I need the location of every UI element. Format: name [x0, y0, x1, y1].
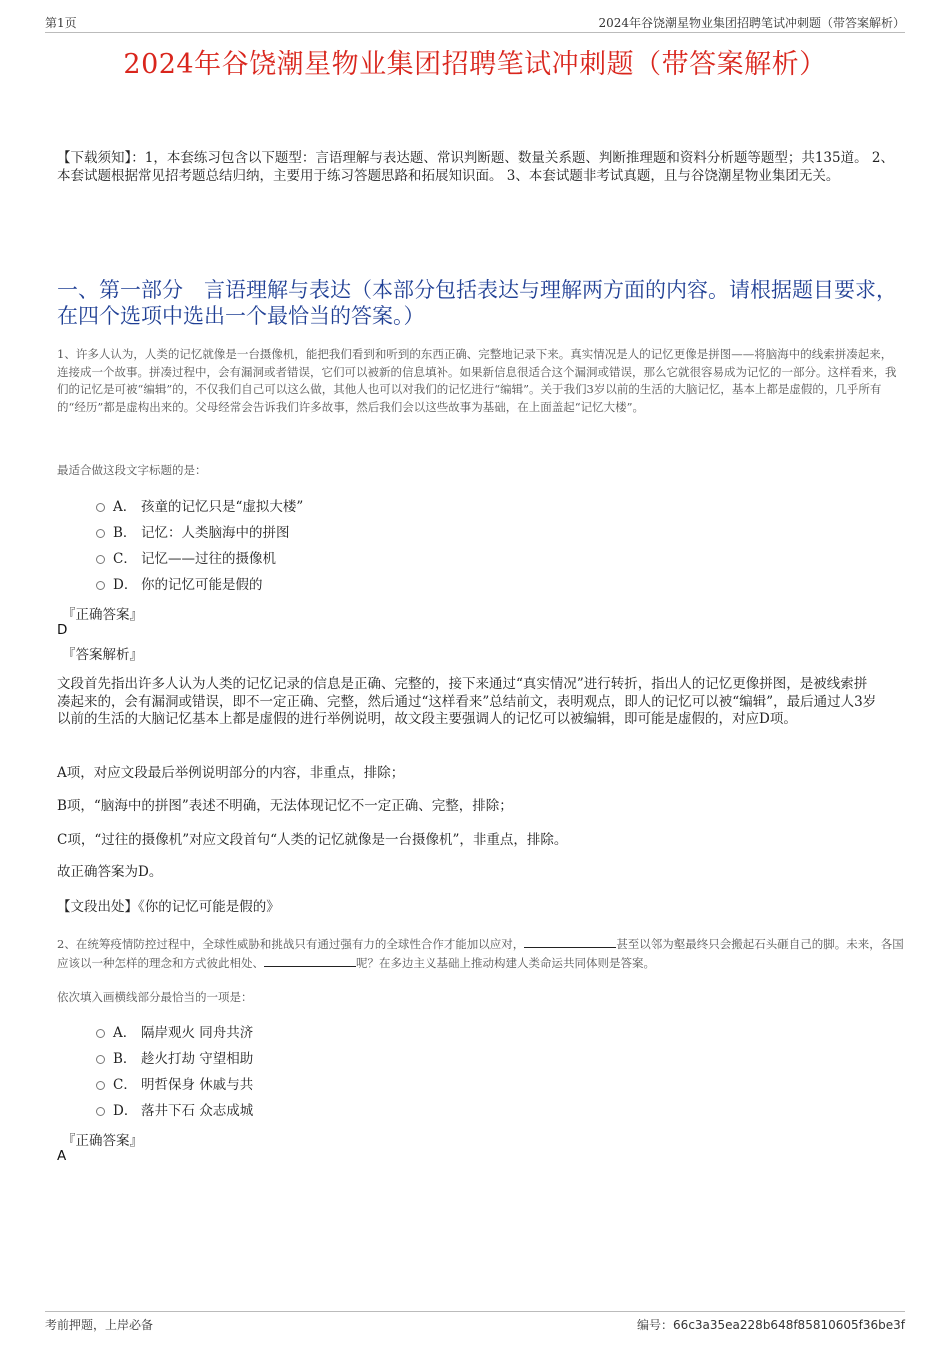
download-notice: 【下载须知】：1，本套练习包含以下题型：言语理解与表达题、常识判断题、数量关系题、判断推理题和资料分析题等题型；共135道。 2、本套试题根据常见招考题总结归纳，主要用于练习答题思路和拓展知识面。 3、本套试题非考试真题，且与谷饶潮星物业集团无关。: [57, 150, 894, 184]
option-text: 记忆——过往的摄像机: [141, 551, 276, 567]
radio-icon[interactable]: [96, 1107, 105, 1116]
option-text: 记忆：人类脑海中的拼图: [141, 525, 290, 541]
page-title: 2024年谷饶潮星物业集团招聘笔试冲刺题（带答案解析）: [123, 49, 827, 80]
radio-icon[interactable]: [96, 503, 105, 512]
serial-label: 编号：: [637, 1318, 674, 1332]
option-text: 趁火打劫 守望相助: [141, 1051, 254, 1067]
radio-icon[interactable]: [96, 1081, 105, 1090]
analysis-conclusion: 故正确答案为D。: [57, 864, 163, 880]
option-b[interactable]: [96, 1044, 253, 1070]
question-2-text-part1: 2、在统筹疫情防控过程中，全球性威胁和挑战只有通过强有力的全球性合作才能加以应对，: [57, 937, 525, 951]
serial-number: 66c3a35ea228b648f85810605f36be3f: [673, 1318, 905, 1332]
radio-icon[interactable]: [96, 581, 105, 590]
option-b[interactable]: [96, 518, 303, 544]
option-letter: A．: [113, 1025, 137, 1041]
correct-answer: A: [57, 1148, 67, 1164]
radio-icon[interactable]: [96, 1055, 105, 1064]
question-2-options: [96, 1018, 253, 1122]
fill-blank-1: [524, 935, 616, 948]
option-c[interactable]: [96, 544, 303, 570]
correct-answer: D: [57, 622, 68, 638]
option-c[interactable]: [96, 1070, 253, 1096]
question-2-text-part3: 呢？在多边主义基础上推动构建人类命运共同体则是答案。: [356, 955, 655, 970]
question-1-text: 1、许多人认为，人类的记忆就像是一台摄像机，能把我们看到和听到的东西正确、完整地记录下来。真实情况是人的记忆更像是拼图——将脑海中的线索拼凑起来，连接成一个故事。拼凑过程中，会有漏洞或者错误，它们可以被新的信息填补。如果新信息很适合这个漏洞或错误，那么它就很容易成为记忆的一部分。这样看来，我们的记忆是可被“编辑”的，不仅我们自己可以这么做，其他人也可以对我们的记忆进行“编辑”。关于我们3岁以前的生活的大脑记忆，基本上都是虚假的，几乎所有的“经历”都是虚构出来的。父母经常会告诉我们许多故事，然后我们会以这些故事为基础，在上面盖起“记忆大楼”。: [57, 347, 897, 414]
option-letter: A．: [113, 499, 137, 515]
page-number: 第1页: [45, 16, 77, 30]
radio-icon[interactable]: [96, 555, 105, 564]
option-d[interactable]: [96, 570, 303, 596]
option-text: 落井下石 众志成城: [141, 1103, 254, 1119]
option-letter: D．: [113, 577, 138, 593]
option-letter: B．: [113, 1051, 137, 1067]
page-footer: [45, 1311, 905, 1336]
question-2-text: [57, 935, 905, 972]
analysis-paragraph: 文段首先指出许多人认为人类的记忆记录的信息是正确、完整的，接下来通过“真实情况”进行转折，指出人的记忆更像拼图，是被线索拼凑起来的，会有漏洞或错误，即不一定正确、完整，然后通过“这样看来”总结前文，表明观点，即人的记忆可以被“编辑”，最后通过人3岁以前的生活的大脑记忆基本上都是虚假的进行举例说明，故文段主要强调人的记忆可以被编辑，即可能是虚假的，对应D项。: [57, 676, 877, 727]
option-text: 隔岸观火 同舟共济: [141, 1025, 254, 1041]
analysis-source: 【文段出处】《你的记忆可能是假的》: [57, 899, 280, 915]
analysis-label: 『答案解析』: [62, 647, 143, 663]
radio-icon[interactable]: [96, 1029, 105, 1038]
option-letter: D．: [113, 1103, 138, 1119]
option-d[interactable]: [96, 1096, 253, 1122]
correct-answer-label: 『正确答案』: [62, 1133, 143, 1149]
page-header: [45, 12, 905, 33]
question-2-prompt: 依次填入画横线部分最恰当的一项是：: [57, 990, 253, 1004]
question-1-prompt: 最适合做这段文字标题的是：: [57, 463, 207, 477]
header-doc-title: 2024年谷饶潮星物业集团招聘笔试冲刺题（带答案解析）: [598, 16, 905, 30]
analysis-option-c: C项，“过往的摄像机”对应文段首句“人类的记忆就像是一台摄像机”，非重点，排除。: [57, 832, 568, 848]
question-2-text-part2: 甚至以邻为壑最终只会搬起石头砸自己的脚。未来，各国应该以一种怎样的理念和方式彼此相处、: [57, 937, 904, 970]
radio-icon[interactable]: [96, 529, 105, 538]
option-a[interactable]: [96, 1018, 253, 1044]
footer-slogan: 考前押题，上岸必备: [45, 1318, 154, 1332]
option-text: 孩童的记忆只是“虚拟大楼”: [141, 499, 304, 515]
option-letter: C．: [113, 551, 137, 567]
option-text: 你的记忆可能是假的: [141, 577, 263, 593]
fill-blank-2: [264, 954, 356, 967]
option-a[interactable]: [96, 492, 303, 518]
analysis-option-a: A项，对应文段最后举例说明部分的内容，非重点，排除；: [57, 765, 405, 781]
footer-serial: [637, 1316, 905, 1333]
question-1-options: [96, 492, 303, 596]
option-letter: C．: [113, 1077, 137, 1093]
option-text: 明哲保身 休戚与共: [141, 1077, 254, 1093]
section-heading: 一、第一部分 言语理解与表达（本部分包括表达与理解两方面的内容。请根据题目要求，在四个选项中选出一个最恰当的答案。）: [57, 278, 897, 328]
option-letter: B．: [113, 525, 137, 541]
correct-answer-label: 『正确答案』: [62, 607, 143, 623]
analysis-option-b: B项，“脑海中的拼图”表述不明确，无法体现记忆不一定正确、完整，排除；: [57, 798, 513, 814]
